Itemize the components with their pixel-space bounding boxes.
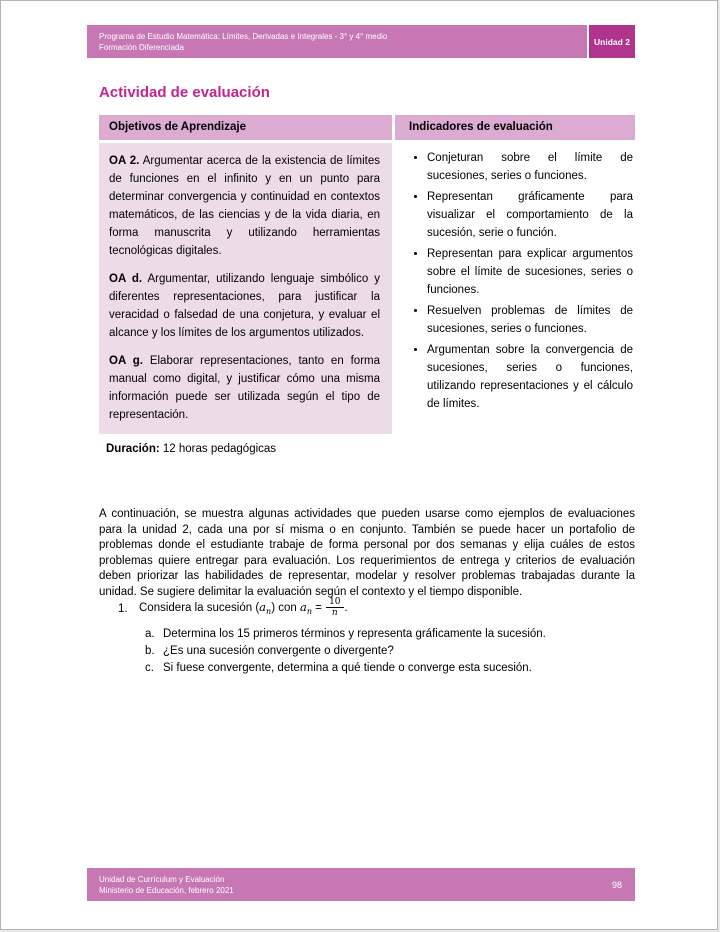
unit-badge: Unidad 2 [589,25,635,58]
indicator-item: • Argumentan sobre la convergencia de sucesiones, series o funciones, utilizando representaciones y el cálculo de límites. [427,341,633,413]
footer-org-line1: Unidad de Currículum y Evaluación [99,874,225,884]
math-sub-n: n [266,607,272,617]
exercise-item-c [145,660,635,677]
objective-oa2-label: OA 2. [109,155,140,167]
duration-line [106,443,635,455]
header-title-line2: Formación Diferenciada [99,42,184,52]
objective-oag [109,352,380,424]
item-a-text: Determina los 15 primeros términos y representa gráficamente la sucesión. [163,628,546,641]
intro-paragraph: A continuación, se muestra algunas actividades que pueden usarse como ejemplos de evaluaciones para la unidad 2, cada una por sí misma o en conjunto. También se puede hacer un portafolio de problemas donde el estudiante trabaje de forma personal por dos semanas y elija cuáles de estos problemas quiere entregar para evaluación. Los requerimientos de entrega y criterios de evaluación deben priorizar las habilidades de representar, modelar y resolver problemas trabajadas durante la unidad. Se sugiere delimitar la evaluación según el contexto y el tiempo disponible. [99,508,635,598]
objective-oad-text: Argumentar, utilizando lenguaje simbólico y diferentes representaciones, para justificar la veracidad o falsedad de una conjetura, y evaluar el alcance y los límites de los argumentos utilizados. [109,273,380,339]
prompt-mid: ) con [271,601,300,614]
header-title-line1: Programa de Estudio Matemática: Límites, Derivadas e Integrales - 3° y 4° medio [99,31,388,41]
section-title: Actividad de evaluación [99,84,270,101]
item-b-label: b. [145,645,155,658]
objective-oag-label: OA g. [109,355,143,367]
fraction-denominator: n [331,608,338,619]
page-header-bar [87,25,635,58]
objective-oad [109,270,380,342]
math-sub-n: n [306,607,312,617]
exercise-number: 1. [118,602,128,615]
exercise-sub-items [99,626,635,677]
item-b-text: ¿Es una sucesión convergente o divergente? [163,645,394,658]
indicators-cell [395,143,635,434]
page-number: 98 [611,879,622,890]
equals-sign: = [311,601,326,614]
duration-text: 12 horas pedagógicas [162,443,277,455]
indicator-item: • Resuelven problemas de límites de sucesiones, series o funciones. [427,302,633,338]
exercise-prompt [139,597,348,620]
evaluation-table [99,115,635,434]
page-footer-bar [87,868,635,901]
exercise-item-a [145,626,635,643]
footer-org-line2: Ministerio de Educación, febrero 2021 [99,885,234,895]
item-c-label: c. [145,662,154,675]
header-title-block [87,25,587,58]
indicators-list [395,149,633,413]
objectives-cell [99,143,392,434]
prompt-period: . [344,601,348,614]
duration-label: Duración: [106,443,160,455]
objective-oad-label: OA d. [109,273,143,285]
indicator-item: • Representan gráficamente para visualizar el comportamiento de la sucesión, serie o función. [427,188,633,242]
objective-oa2 [109,152,380,260]
fraction-numerator: 10 [326,597,343,608]
objective-oa2-text: Argumentar acerca de la existencia de límites de funciones en el infinito y en un punto para determinar convergencia y continuidad en contextos matemáticos, de las ciencias y de la vida diaria, en forma manuscrita y utilizando herramientas tecnológicas digitales. [109,155,381,257]
math-var-a: a [299,599,307,614]
footer-org-block [87,874,234,896]
evaluation-table-block [99,115,635,455]
exercise-item-b [145,643,635,660]
indicator-item: • Conjeturan sobre el límite de sucesiones, series o funciones. [427,149,633,185]
indicator-item: • Representan para explicar argumentos sobre el límite de sucesiones, series o funciones. [427,245,633,299]
exercise-prompt-line [99,597,635,620]
fraction [326,597,343,619]
objective-oag-text: Elaborar representaciones, tanto en forma manual como digital, y justificar cómo una misma información puede ser utilizada según el tipo de representación. [109,355,380,421]
item-c-text: Si fuese convergente, determina a qué tiende o converge esta sucesión. [163,662,532,675]
item-a-label: a. [145,628,155,641]
prompt-pre: Considera la sucesión ( [139,601,260,614]
column-header-objetivos: Objetivos de Aprendizaje [99,115,392,140]
math-var-a: a [259,599,267,614]
exercise-block [99,597,635,677]
column-header-indicadores: Indicadores de evaluación [395,115,635,140]
